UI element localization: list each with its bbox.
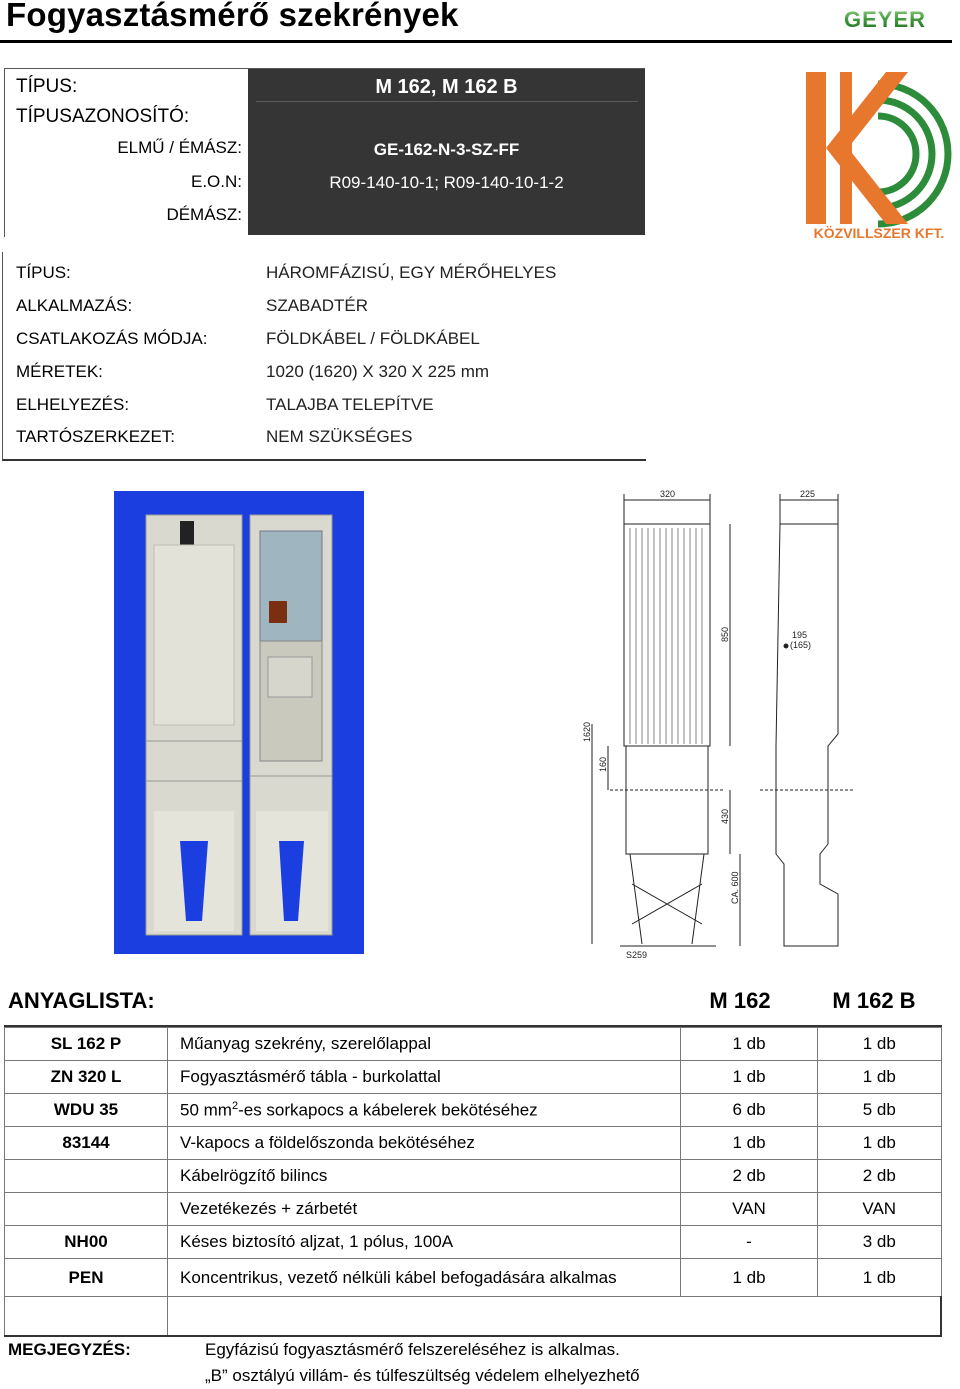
dim-600: CA. 600 — [730, 871, 740, 904]
kozvillszer-logo — [800, 66, 958, 244]
item-code — [5, 1193, 168, 1226]
spec-label-elhelyezes: ELHELYEZÉS: — [16, 395, 130, 414]
notes-line-1: Egyfázisú fogyasztásmérő felszereléséhez is alkalmas. — [205, 1340, 620, 1359]
spec-label-tipus: TÍPUS: — [16, 263, 71, 282]
spec-value-alkalmazas: SZABADTÉR — [266, 296, 369, 315]
panel-divider — [256, 101, 638, 102]
eon-value: R09-140-10-1; R09-140-10-1-2 — [329, 173, 564, 192]
elmu-value: GE-162-N-3-SZ-FF — [373, 140, 520, 159]
item-qty-m162: VAN — [681, 1193, 818, 1226]
page-title: Fogyasztásmérő szekrények — [6, 0, 459, 33]
item-description: Vezetékezés + zárbetét — [168, 1193, 681, 1226]
spec-value-csatlakozas: FÖLDKÁBEL / FÖLDKÁBEL — [266, 329, 480, 348]
spec-value-elhelyezes: TALAJBA TELEPÍTVE — [266, 395, 434, 414]
table-row — [5, 1193, 942, 1226]
eon-label: E.O.N: — [190, 172, 242, 191]
elmu-label: ELMŰ / ÉMÁSZ: — [117, 138, 242, 157]
geyer-text: GEYER — [843, 8, 927, 30]
spec-label-alkalmazas: ALKALMAZÁS: — [16, 296, 133, 315]
desc-superscript: 2 — [231, 1099, 239, 1112]
item-qty-m162b: 1 db — [818, 1259, 942, 1297]
item-description: Műanyag szekrény, szerelőlappal — [168, 1028, 681, 1061]
geyer-logo — [823, 8, 947, 30]
item-qty-m162: 1 db — [681, 1061, 818, 1094]
item-qty-m162: 6 db — [681, 1094, 818, 1127]
kozvillszer-logo-text: KÖZVILLSZER KFT. — [813, 225, 945, 241]
notes-line-2: „B” osztályú villám- és túlfeszültség védelem elhelyezhető — [205, 1366, 640, 1385]
table-row — [5, 1127, 942, 1160]
table-row — [5, 1028, 942, 1061]
item-qty-m162: 2 db — [681, 1160, 818, 1193]
item-qty-m162b: 5 db — [818, 1094, 942, 1127]
column-header-m162b: M 162 B — [832, 988, 916, 1013]
tipusazonosito-label: TÍPUSAZONOSÍTÓ: — [16, 106, 190, 127]
dim-850: 850 — [720, 626, 730, 642]
spec-label-meretek: MÉRETEK: — [16, 362, 103, 381]
spec-value-tartoszerkezet: NEM SZÜKSÉGES — [266, 427, 413, 446]
dim-225: 225 — [800, 489, 816, 499]
materials-table — [4, 1027, 942, 1337]
title-rule — [0, 40, 952, 43]
spec-label-csatlakozas: CSATLAKOZÁS MÓDJA: — [16, 329, 208, 348]
tipus-value: M 162, M 162 B — [375, 76, 518, 98]
spec-value-tipus: HÁROMFÁZISÚ, EGY MÉRŐHELYES — [266, 263, 557, 282]
item-code: WDU 35 — [5, 1094, 168, 1127]
item-qty-m162: 1 db — [681, 1127, 818, 1160]
table-row — [5, 1094, 942, 1127]
table-row — [5, 1226, 942, 1259]
table-row — [5, 1160, 942, 1193]
item-description: Fogyasztásmérő tábla - burkolattal — [168, 1061, 681, 1094]
table-row — [5, 1061, 942, 1094]
item-qty-m162b: 1 db — [818, 1028, 942, 1061]
desc-part: -es sorkapocs a kábelerek bekötéséhez — [238, 1100, 538, 1120]
empty-cell — [168, 1297, 942, 1337]
dim-160: 160 — [598, 756, 608, 772]
tipus-label: TÍPUS: — [16, 76, 78, 97]
column-header-m162: M 162 — [709, 988, 771, 1013]
item-qty-m162: - — [681, 1226, 818, 1259]
demasz-label: DÉMÁSZ: — [166, 205, 242, 224]
desc-part: 50 mm — [180, 1100, 232, 1120]
item-description: Késes biztosító aljzat, 1 pólus, 100A — [168, 1226, 681, 1259]
item-qty-m162: 1 db — [681, 1259, 818, 1297]
item-description: Kábelrögzítő bilincs — [168, 1160, 681, 1193]
notes-label: MEGJEGYZÉS: — [8, 1340, 131, 1359]
item-code — [5, 1160, 168, 1193]
dim-s259: S259 — [626, 950, 648, 960]
item-code: PEN — [5, 1259, 168, 1297]
dim-320: 320 — [660, 489, 676, 499]
dim-430: 430 — [720, 808, 730, 824]
item-code: SL 162 P — [5, 1028, 168, 1061]
item-code: ZN 320 L — [5, 1061, 168, 1094]
item-qty-m162b: 3 db — [818, 1226, 942, 1259]
item-description — [168, 1094, 681, 1127]
dim-165: (165) — [790, 640, 812, 650]
product-photo — [114, 491, 364, 954]
item-qty-m162b: VAN — [818, 1193, 942, 1226]
materials-title: ANYAGLISTA: — [8, 988, 155, 1013]
dim-195: 195 — [792, 630, 808, 640]
item-code: 83144 — [5, 1127, 168, 1160]
spec-value-meretek: 1020 (1620) X 320 X 225 mm — [266, 362, 490, 381]
item-qty-m162b: 1 db — [818, 1127, 942, 1160]
item-qty-m162: 1 db — [681, 1028, 818, 1061]
spec-label-tartoszerkezet: TARTÓSZERKEZET: — [16, 427, 176, 446]
table-row-empty — [5, 1297, 942, 1337]
empty-cell — [5, 1297, 168, 1337]
item-qty-m162b: 2 db — [818, 1160, 942, 1193]
table-row — [5, 1259, 942, 1297]
item-description: Koncentrikus, vezető nélküli kábel befogadására alkalmas — [168, 1259, 681, 1297]
dim-1620: 1620 — [582, 721, 592, 742]
technical-drawing — [570, 484, 862, 962]
item-code: NH00 — [5, 1226, 168, 1259]
item-qty-m162b: 1 db — [818, 1061, 942, 1094]
item-description: V-kapocs a földelőszonda bekötéséhez — [168, 1127, 681, 1160]
